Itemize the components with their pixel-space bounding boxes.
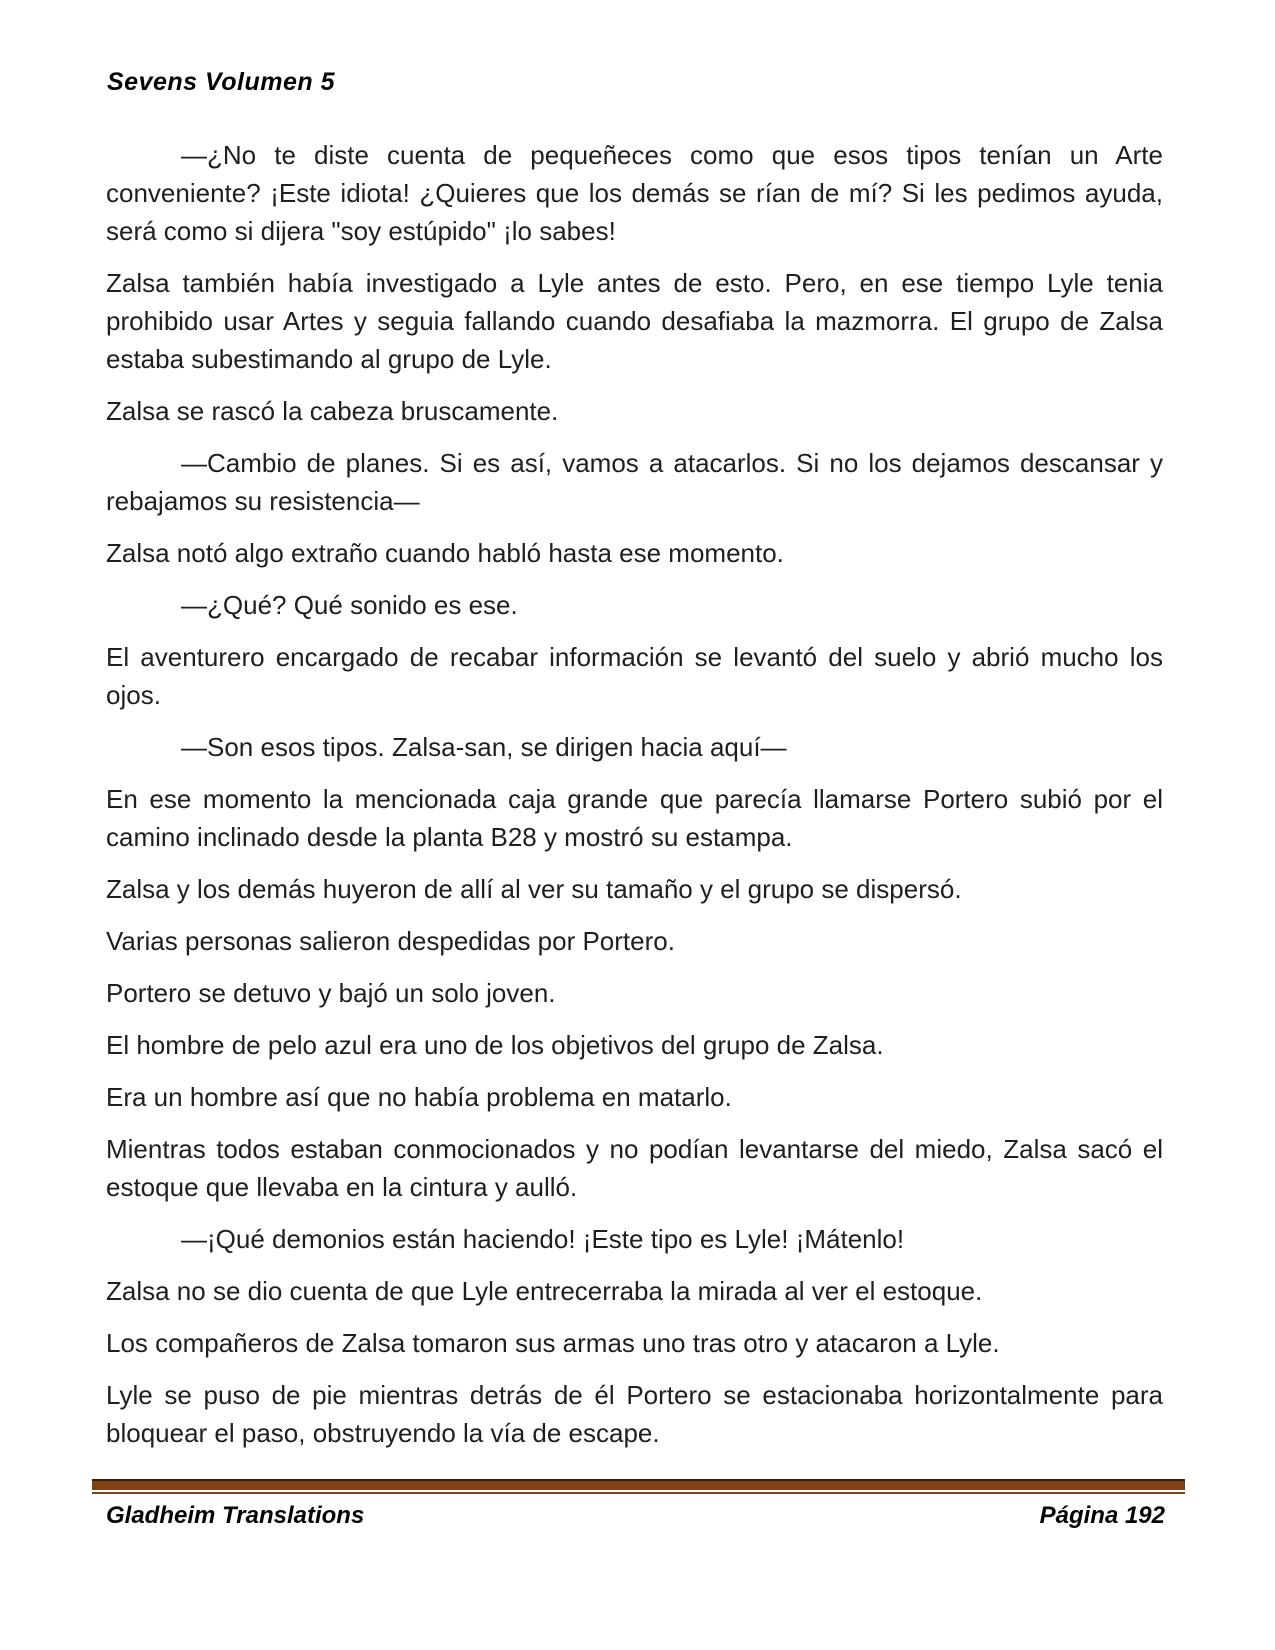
body-paragraph: El hombre de pelo azul era uno de los objetivos del grupo de Zalsa.	[106, 1030, 884, 1060]
body-paragraph: Portero se detuvo y bajó un solo joven.	[106, 978, 556, 1008]
body-paragraph: —Son esos tipos. Zalsa-san, se dirigen hacia aquí—	[181, 732, 787, 762]
footer-divider-thin-line	[92, 1492, 1185, 1494]
footer-page-number: Página 192	[1039, 1502, 1165, 1529]
page-footer	[92, 1479, 1185, 1530]
body-paragraph: —Cambio de planes. Si es así, vamos a atacarlos. Si no los dejamos descansar y rebajamos su resistencia—	[106, 448, 1163, 516]
body-paragraph: —¿No te diste cuenta de pequeñeces como que esos tipos tenían un Arte conveniente? ¡Este idiota! ¿Quieres que los demás se rían de mí? Si les pedimos ayuda, será como si dijera "soy estúpido" ¡lo sabes!	[106, 140, 1163, 246]
body-paragraph: Varias personas salieron despedidas por Portero.	[106, 926, 675, 956]
page-header-title: Sevens Volumen 5	[107, 68, 335, 96]
body-paragraph: Era un hombre así que no había problema en matarlo.	[106, 1082, 732, 1112]
footer-divider-thick-line	[92, 1479, 1185, 1490]
body-paragraph: Zalsa notó algo extraño cuando habló hasta ese momento.	[106, 538, 784, 568]
body-paragraph: Lyle se puso de pie mientras detrás de él Portero se estacionaba horizontalmente para bloquear el paso, obstruyendo la vía de escape.	[106, 1380, 1163, 1448]
body-paragraph: Zalsa y los demás huyeron de allí al ver su tamaño y el grupo se dispersó.	[106, 874, 962, 904]
body-paragraph: —¿Qué? Qué sonido es ese.	[181, 590, 518, 620]
body-paragraph: En ese momento la mencionada caja grande que parecía llamarse Portero subió por el camino inclinado desde la planta B28 y mostró su estampa.	[106, 784, 1163, 852]
body-paragraph: Zalsa se rascó la cabeza bruscamente.	[106, 396, 559, 426]
document-body	[106, 136, 1163, 1466]
body-paragraph: Zalsa no se dio cuenta de que Lyle entrecerraba la mirada al ver el estoque.	[106, 1276, 983, 1306]
footer-translator-credit: Gladheim Translations	[106, 1502, 365, 1529]
body-paragraph: El aventurero encargado de recabar información se levantó del suelo y abrió mucho los ojos.	[106, 642, 1163, 710]
body-paragraph: Mientras todos estaban conmocionados y no podían levantarse del miedo, Zalsa sacó el estoque que llevaba en la cintura y aulló.	[106, 1134, 1163, 1202]
body-paragraph: Los compañeros de Zalsa tomaron sus armas uno tras otro y atacaron a Lyle.	[106, 1328, 1000, 1358]
body-paragraph: Zalsa también había investigado a Lyle antes de esto. Pero, en ese tiempo Lyle tenia prohibido usar Artes y seguia fallando cuando desafiaba la mazmorra. El grupo de Zalsa estaba subestimando al grupo de Lyle.	[106, 268, 1163, 374]
body-paragraph: —¡Qué demonios están haciendo! ¡Este tipo es Lyle! ¡Mátenlo!	[181, 1224, 905, 1254]
